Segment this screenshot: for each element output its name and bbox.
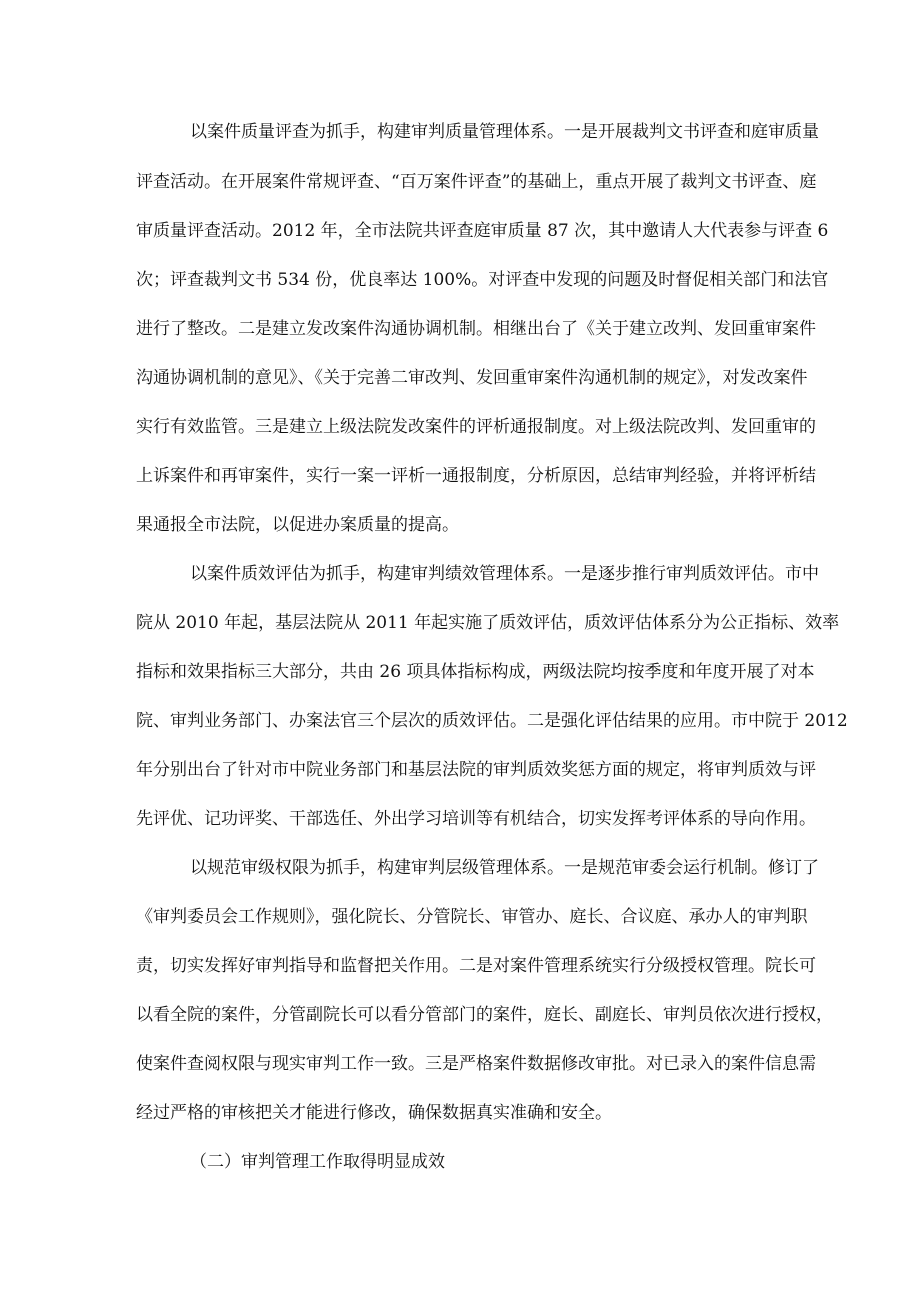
paragraph-1-line-6: 沟通协调机制的意见》、《关于完善二审改判、发回重审案件沟通机制的规定》，对发改案件 xyxy=(136,368,808,388)
paragraph-2-line-5: 年分别出台了针对市中院业务部门和基层法院的审判质效奖惩方面的规定，将审判质效与评 xyxy=(136,760,816,780)
paragraph-3-line-4: 以看全院的案件，分管副院长可以看分管部门的案件，庭长、副庭长、审判员依次进行授权， xyxy=(136,1005,833,1025)
paragraph-3-line-3: 责，切实发挥好审判指导和监督把关作用。二是对案件管理系统实行分级授权管理。院长可 xyxy=(136,956,816,976)
paragraph-1-line-7: 实行有效监管。三是建立上级法院发改案件的评析通报制度。对上级法院改判、发回重审的 xyxy=(136,417,816,437)
paragraph-2-line-1: 以案件质效评估为抓手，构建审判绩效管理体系。一是逐步推行审判质效评估。市中 xyxy=(190,564,819,584)
paragraph-1-line-9: 果通报全市法院，以促进办案质量的提高。 xyxy=(136,515,459,535)
paragraph-1-line-4: 次；评查裁判文书 534 份，优良率达 100%。对评查中发现的问题及时督促相关部门和法官 xyxy=(136,270,829,290)
paragraph-2-line-2: 院从 2010 年起，基层法院从 2011 年起实施了质效评估，质效评估体系分为公正指标、效率 xyxy=(136,613,840,633)
paragraph-3-line-6: 经过严格的审核把关才能进行修改，确保数据真实准确和安全。 xyxy=(136,1103,612,1123)
paragraph-1-line-2: 评查活动。在开展案件常规评查、“百万案件评查”的基础上，重点开展了裁判文书评查、庭 xyxy=(136,172,817,192)
paragraph-3-line-1: 以规范审级权限为抓手，构建审判层级管理体系。一是规范审委会运行机制。修订了 xyxy=(190,858,819,878)
paragraph-1-line-1: 以案件质量评查为抓手，构建审判质量管理体系。一是开展裁判文书评查和庭审质量 xyxy=(190,122,819,142)
paragraph-3-line-5: 使案件查阅权限与现实审判工作一致。三是严格案件数据修改审批。对已录入的案件信息需 xyxy=(136,1054,816,1074)
paragraph-1-line-5: 进行了整改。二是建立发改案件沟通协调机制。相继出台了《关于建立改判、发回重审案件 xyxy=(136,319,816,339)
paragraph-2-line-3: 指标和效果指标三大部分，共由 26 项具体指标构成，两级法院均按季度和年度开展了对本 xyxy=(136,662,815,682)
section-heading: （二）审判管理工作取得明显成效 xyxy=(190,1152,445,1172)
paragraph-1-line-8: 上诉案件和再审案件，实行一案一评析一通报制度，分析原因，总结审判经验，并将评析结 xyxy=(136,466,816,486)
paragraph-3-line-2: 《审判委员会工作规则》，强化院长、分管院长、审管办、庭长、合议庭、承办人的审判职 xyxy=(136,907,808,927)
paragraph-2-line-6: 先评优、记功评奖、干部选任、外出学习培训等有机结合，切实发挥考评体系的导向作用。 xyxy=(136,809,816,829)
paragraph-1-line-3: 审质量评查活动。2012 年，全市法院共评查庭审质量 87 次，其中邀请人大代表参与评查 6 xyxy=(136,221,829,241)
paragraph-2-line-4: 院、审判业务部门、办案法官三个层次的质效评估。二是强化评估结果的应用。市中院于 2012 xyxy=(136,711,848,731)
